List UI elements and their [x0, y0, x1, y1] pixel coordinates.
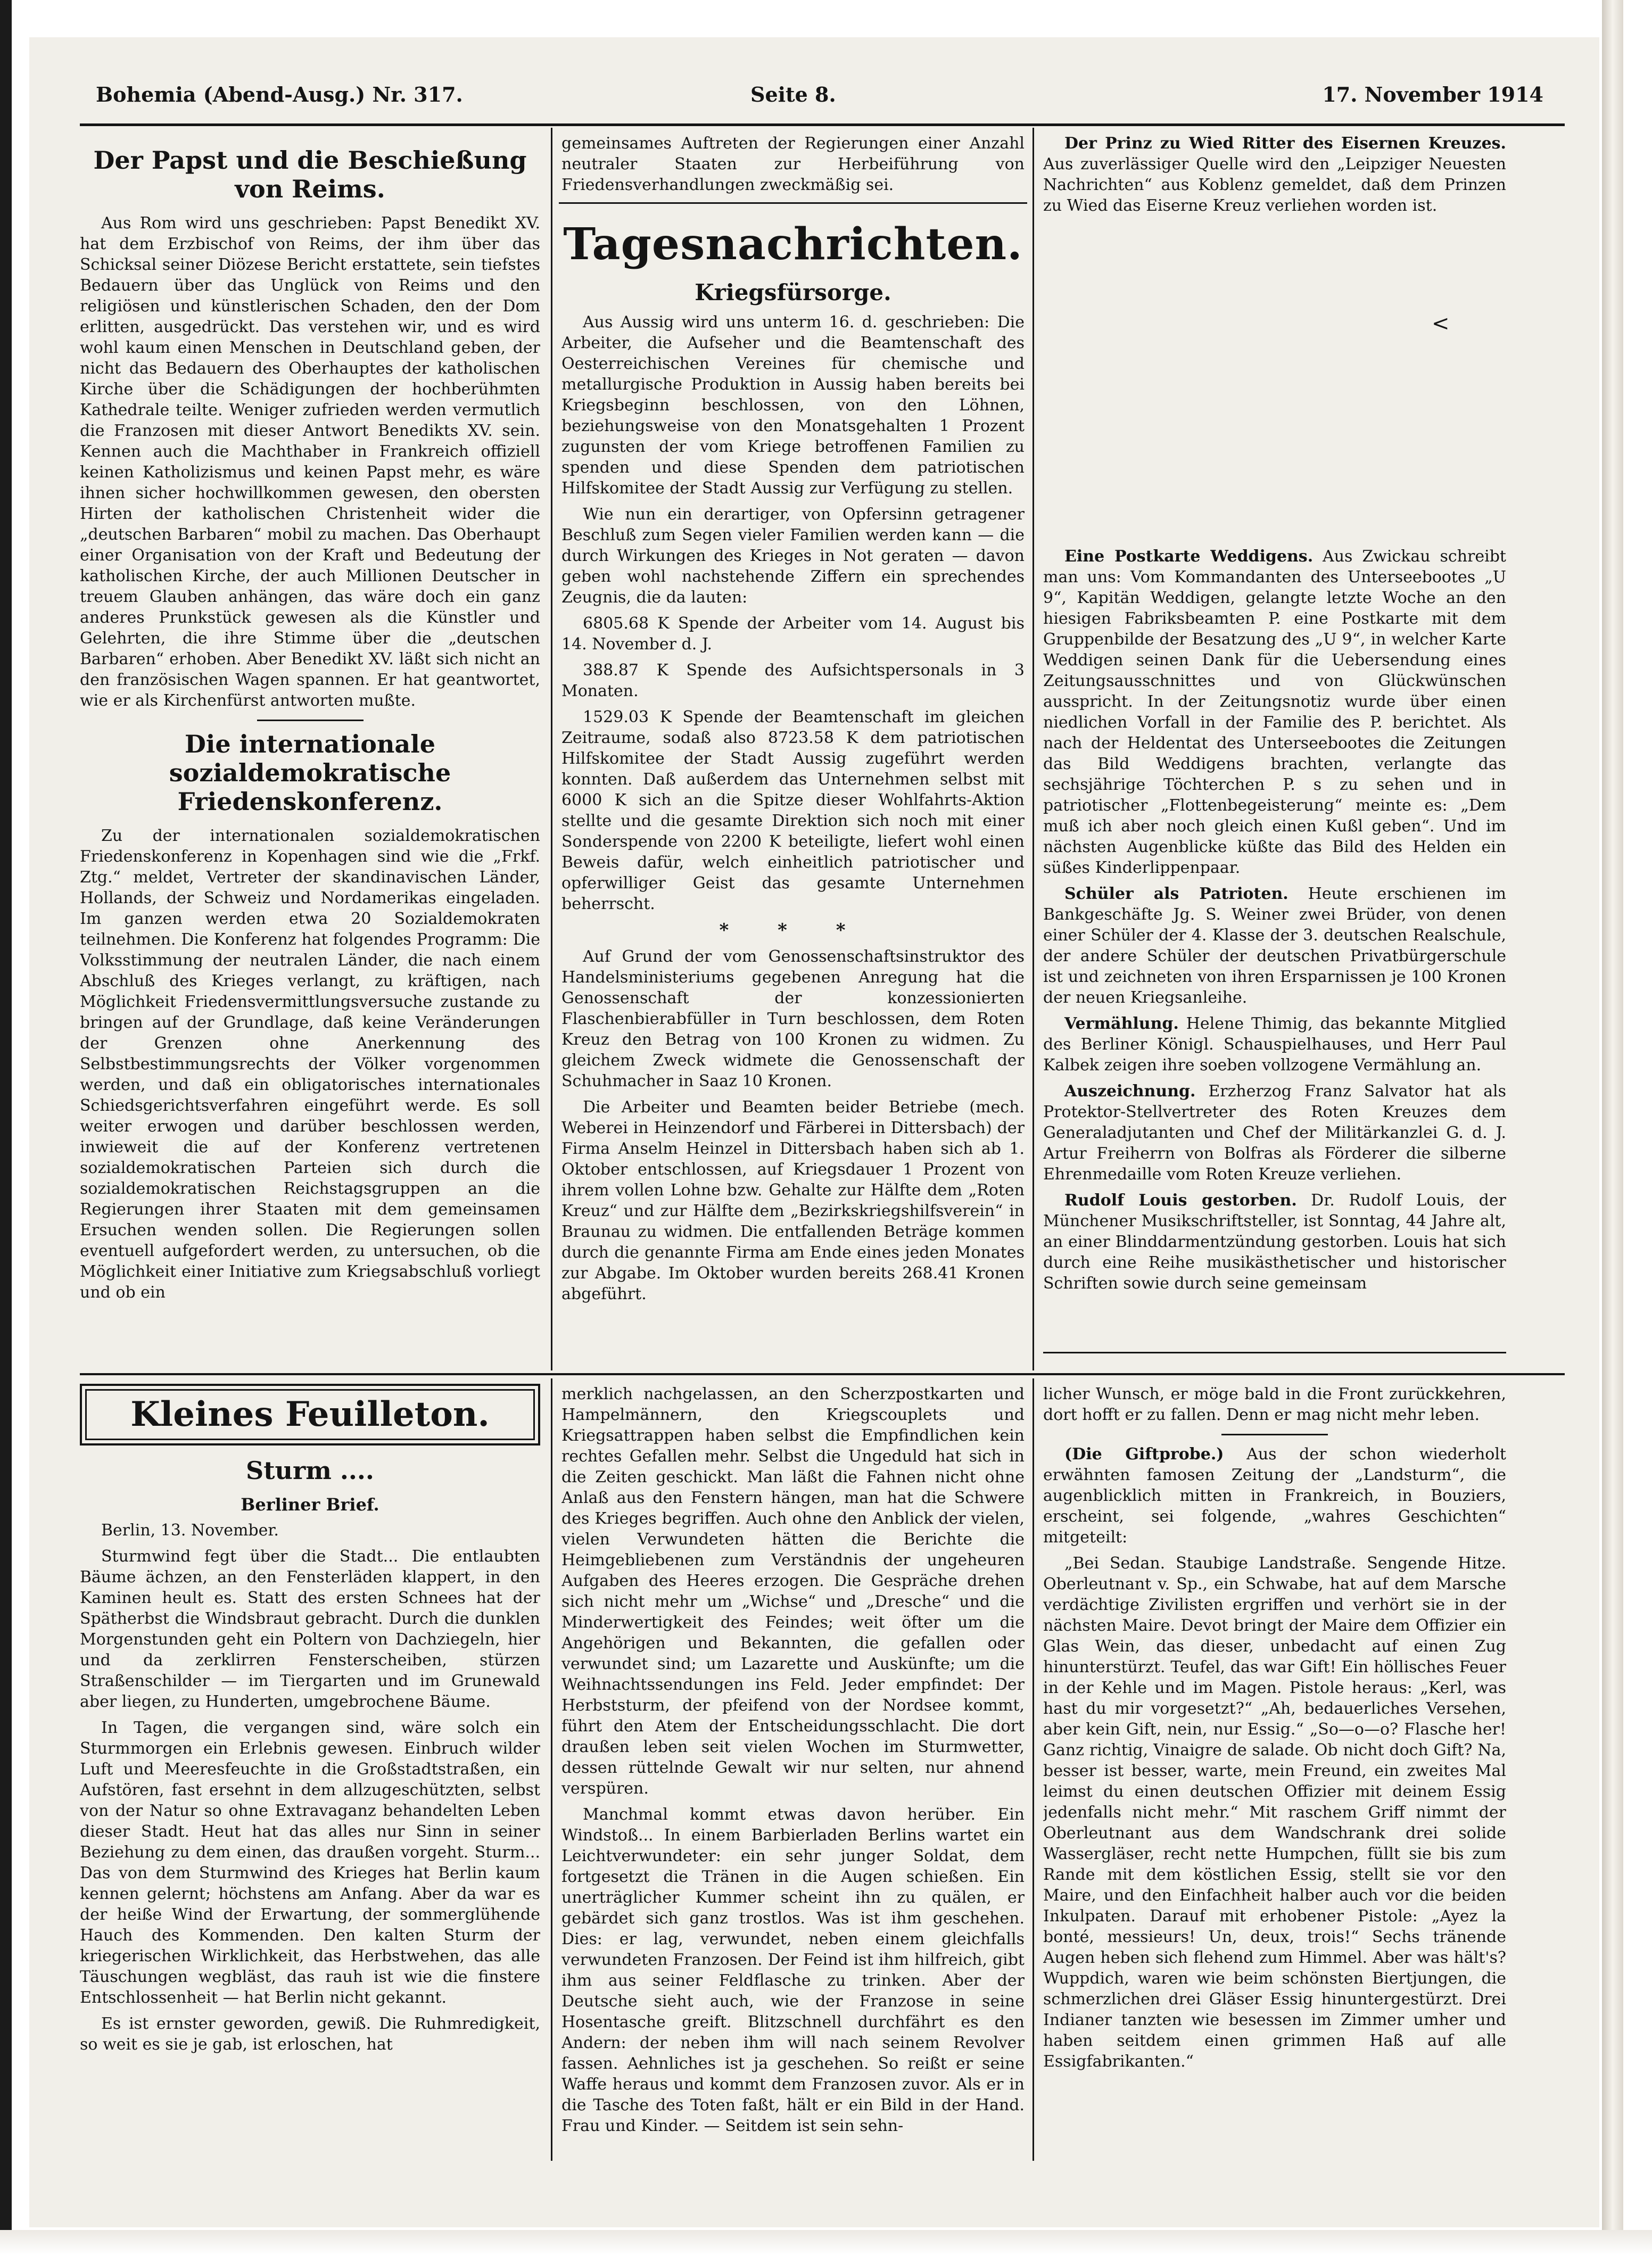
column-1-top — [80, 144, 540, 1368]
feuilleton-col3-p1: licher Wunsch, er möge bald in die Front zurückkehren, dort hofft er zu fallen. Denn er mag nicht mehr leben. — [1043, 1385, 1506, 1424]
feuilleton-col1-p1: Sturmwind fegt über die Stadt... Die entlaubten Bäume ächzen, an den Fensterläden klappert, in den Kaminen heult es. Statt des ersten Schnees hat der Spätherbst die Windsbraut gebracht. Durch die dunklen Morgenstunden geht ein Poltern von Dachziegeln, hier und da zerklirren Fensterscheiben, stürzen Straßenschilder — im Tiergarten und im Grunewald aber liegen, zu Hunderten, umgebrochene Bäume. — [80, 1547, 540, 1711]
feuilleton-dateline: Berlin, 13. November. — [101, 1521, 279, 1540]
news-louis-lead: Rudolf Louis gestorben. — [1064, 1191, 1297, 1210]
feuilleton-rule — [80, 1373, 1565, 1375]
column-2-top — [561, 133, 1025, 1368]
feuilleton-giftprobe-story: „Bei Sedan. Staubige Landstraße. Sengende Hitze. Oberleutnant v. Sp., ein Schwabe, hat auf dem Marsche verdächtige Zivilisten ergriffen und verhört sie in der nächsten Maire. Devot bringt der Maire dem Offizier ein Glas Wein, das dieser, unbedacht auf einen Zug hinunterstürzt. Teufel, das war Gift! Ein höllisches Feuer in der Kehle und im Magen. Pistole heraus: „Kerl, was hast du mir vorgesetzt?“ „Ah, bedauerliches Versehen, aber kein Gift, nein, nur Essig.“ „So—o—o? Flasche her! Ganz richtig, Vinaigre de salade. Ob nicht doch Gift? Na, besser ist besser, warte, mein Freund, ein zweites Mal leimst du einen deutschen Offizier mit deinem Essig jedenfalls nicht mehr.“ Mit raschem Griff nimmt der Oberleutnant aus dem Wandschrank drei solide Wassergläser, recht nette Humpchen, füllt sie bis zum Rande mit dem köstlichen Essig, stellt sie vor den Maire, und den Einfachheit halber auch vor die beiden Inkulpaten. Darauf mit erhobener Pistole: „Ayez la bonté, messieurs! Un, deux, trois!“ Sechs tränende Augen heben sich flehend zum Himmel. Aber was hält's? Wuppdich, waren wie beim schönsten Biertjungen, die schmerzlichen drei Gläser Essig hinuntergestürzt. Drei Indianer tanzten wie besessen im Zimmer umher und haben seitdem einen grimmen Haß auf alle Essigfabrikanten.“ — [1043, 1554, 1506, 2071]
continuation-text: gemeinsames Auftreten der Regierungen einer Anzahl neutraler Staaten zur Herbeiführung von Friedensverhandlungen zweckmäßig sei. — [561, 134, 1025, 194]
issue-date: 17. November 1914 — [1322, 82, 1543, 106]
news-vermaehlung-text: Helene Thimig, das bekannte Mitglied des Berliner Königl. Schauspielhauses, und Herr Paul Kalbek zeigen ihre soeben vollzogene Vermählung an. — [1043, 1014, 1506, 1075]
news-prinz-wied — [1043, 133, 1506, 216]
article-title-papst: Der Papst und die Beschießung von Reims. — [93, 146, 527, 203]
news-schueler-text: Heute erschienen im Bankgeschäfte Jg. S. Weiner zwei Brüder, von denen einer Schüler der 4. Klasse der 3. deutschen Realschule, der andere Schüler der deutschen Privatbürgerschule ist und zeichneten von ihren Ersparnissen je 100 Kronen der neuen Kriegsanleihe. — [1043, 885, 1506, 1007]
kriegsfuersorge-p2: Wie nun ein derartiger, von Opfersinn getragener Beschluß zum Segen vieler Familien werden kann — die durch Wirkungen des Krieges in Not geraten — davon geben wohl nachstehende Ziffern ein sprechendes Zeugnis, die da lauten: — [561, 505, 1025, 607]
scan-edge-left — [0, 0, 12, 2255]
kriegsfuersorge-p3: 6805.68 K Spende der Arbeiter vom 14. August bis 14. November d. J. — [561, 614, 1025, 654]
news-auszeichnung — [1043, 1081, 1506, 1185]
scan-edge-bottom — [0, 2230, 1652, 2255]
kriegsfuersorge-p5: 1529.03 K Spende der Beamtenschaft im gleichen Zeitraume, sodaß also 8723.58 K dem patriotischen Hilfskomitee der Stadt Aussig zugeführt werden konnten. Daß außerdem das Unternehmen selbst mit 6000 K sich an die Spitze dieser Wohlfahrts-Aktion stellte und die gesamte Direktion sich noch mit einer Sonderspende von 2200 K beteiligte, liefert wohl einen Beweis dafür, welch einheitlich patriotischer und opferwilliger Geist das gesamte Unternehmen beherrscht. — [561, 708, 1025, 913]
feuilleton-title-box — [80, 1384, 540, 1445]
feuilleton-subtitle: Berliner Brief. — [241, 1494, 379, 1515]
column-rule-2 — [1032, 128, 1034, 1370]
feuilleton-col2-p1: merklich nachgelassen, an den Scherzpostkarten und Hampelmännern, den Kriegscouplets und Kriegsattrappen haben selbst die Empfindlichen kein rechtes Gefallen mehr. Selbst die Ungeduld hat sich in die Zeiten geschickt. Man läßt die Fahnen nicht ohne Anlaß aus den Fenstern hängen, man hat die Schwere des Krieges begriffen. Auch ohne den Anblick der vielen, vielen Verwundeten hätten die Berichte die Heimgebliebenen zum Verständnis der ungeheuren Aufgaben des Heeres erzogen. Die Gespräche drehen sich nicht mehr um „Wichse“ und „Dresche“ und die Minderwertigkeit des Feindes; weit öfter um die Angehörigen und Bekannten, die gefallen oder verwundet sind; um Lazarette und Auskünfte; um die Weihnachtssendungen ins Feld. Jeder empfindet: Der Herbststurm, der pfeifend von der Nordsee kommt, führt den Atem der Entscheidungsschlacht. Die dort draußen leben seit vielen Wochen im Sturmwetter, dessen rüttelnde Gewalt wir nur selten, nur ahnend verspüren. — [561, 1385, 1025, 1798]
news-auszeichnung-text: Erzherzog Franz Salvator hat als Protektor-Stellvertreter des Roten Kreuzes dem Generaladjutanten und Chef der Militärkanzlei G. d. J. Artur Freiherrn von Bolfras als Förderer die silberne Ehrenmedaille vom Roten Kreuze verliehen. — [1043, 1082, 1506, 1184]
news-vermaehlung-lead: Vermählung. — [1064, 1014, 1179, 1033]
feuilleton-giftprobe — [1043, 1444, 1506, 1548]
article-text-papst: Aus Rom wird uns geschrieben: Papst Benedikt XV. hat dem Erzbischof von Reims, der ihm über das Schicksal seiner Diözese Bericht erstattete, sein tiefstes Bedauern über das Unglück von Reims und den religiösen und künstlerischen Schaden, den der Dom erlitten, ausgedrückt. Das verstehen wir, und es wird wohl kaum einen Menschen in Deutschland geben, der nicht das Bedauern des Oberhauptes der katholischen Kirche über die Schädigungen der hochberühmten Kathedrale teilte. Weniger zufrieden werden vermutlich die Franzosen mit dieser Antwort Benedikts XV. sein. Kennen auch die Machthaber in Frankreich offiziell keinen Katholizismus und keinen Papst mehr, es wäre ihnen sicher hochwillkommen gewesen, den obersten Hirten der katholischen Christenheit wider die „deutschen Barbaren“ mobil zu machen. Das Oberhaupt einer Organisation von der Kraft und Bedeutung der katholischen Kirche, der auch Millionen Deutscher in treuem Glauben anhängen, das wäre doch ein ganz anderes Prunkstück gewesen als die Künstler und Gelehrten, die ihre Stimme über die „deutschen Barbaren“ erhoben. Aber Benedikt XV. läßt sich nicht an den französischen Wagen spannen. Er hat geantwortet, wie er als Kirchenfürst antworten mußte. — [80, 214, 540, 710]
column-rule-4 — [1032, 1378, 1034, 2161]
masthead-issue: Bohemia (Abend-Ausg.) Nr. 317. — [96, 82, 463, 106]
feuilleton-article-title: Sturm .... — [246, 1456, 374, 1485]
feuilleton-giftprobe-lead: (Die Giftprobe.) — [1064, 1445, 1224, 1464]
news-weddigen-text: Aus Zwickau schreibt man uns: Vom Kommandanten des Unterseebootes „U 9“, Kapitän Weddigen, gelangte letzte Woche an den hiesigen Fabriksbeamten P. eine Postkarte mit dem Gruppenbilde der Besatzung des „U 9“, in welcher Karte Weddigen seinen Dank für die Uebersendung eines Zeitungsausschnittes und von Glückwünschen ausspricht. In der Zeitungsnotiz wurde über einen niedlichen Vorfall in der Familie des P. berichtet. Als nach der Heldentat des Unterseebootes die Zeitungen das Bild Weddigens brachten, verlangte das sechsjährige Töchterchen P. s zu sehen und in patriotischer „Flottenbegeisterung“ meinte es: „Dem muß ich aber noch gleich einen Kußl geben“. Und im nächsten Augenblicke küßte das Bild des Helden ein süßes Kinderlippenpaar. — [1043, 547, 1506, 877]
news-weddigen — [1043, 546, 1506, 878]
page-header — [96, 82, 1543, 114]
feuilleton-col2-p2: Manchmal kommt etwas davon herüber. Ein Windstoß... In einem Barbierladen Berlins wartet ein Leichtverwundeter: ein sehr junger Soldat, dem fortgesetzt die Tränen in die Augen schießen. Ein unerträglicher Kummer scheint ihn zu quälen, er gebärdet sich ganz trostlos. Was ist ihm geschehen. Dies: er lag, verwundet, neben einem gleichfalls verwundeten Franzosen. Der Feind ist ihm hilfreich, gibt ihm aus seiner Feldflasche zu trinken. Aber der Deutsche sieht auch, wie der Franzose in seine Hosentasche greift. Blitzschnell durchfährt es den Andern: der neben ihm will nach seinem Revolver fassen. Aehnliches ist ja geschehen. So reißt er seine Waffe heraus und kommt dem Franzosen zuvor. Als er in die Tasche des Toten faßt, hält er ein Bild in der Hand. Frau und Kinder. — Seitdem ist sein sehn- — [561, 1805, 1025, 2135]
feuilleton-column-2 — [561, 1384, 1025, 2161]
feuilleton-col1-p2: In Tagen, die vergangen sind, wäre solch ein Sturmmorgen ein Erlebnis gewesen. Einbruch wilder Luft und Meeresfeuchte in die Großstadtstraßen, ein Aufstören, fast ersehnt in dem allzugeschützten, selbst von der Natur so ohne Extravaganz behandelten Leben dieser Stadt. Heut hat das alles nur Sinn in seiner Beziehung zu dem einen, das draußen vorgeht. Sturm... Das von dem Sturmwind des Krieges hat Berlin kaum kennen gelernt; höchstens am Anfang. Aber da war es der heiße Wind der Erwartung, der sommerglühende Hauch des Kommenden. Den kalten Sturm der kriegerischen Wirklichkeit, das Herbstwehen, das alle Täuschungen wegbläst, das rauh ist wie die finstere Entschlossenheit — hat Berlin nicht gekannt. — [80, 1719, 540, 2007]
feuilleton-giftprobe-intro: Aus der schon wiederholt erwähnten famosen Zeitung der „Landsturm“, die augenblicklich mitten in Frankreich, in Bouziers, erscheint, sei folgende, „wahres Geschichten“ mitgeteilt: — [1043, 1445, 1506, 1547]
section-title-tagesnachrichten: Tagesnachrichten. — [563, 219, 1023, 270]
news-louis — [1043, 1190, 1506, 1294]
article-text-friedenskonferenz: Zu der internationalen sozialdemokratischen Friedenskonferenz in Kopenhagen sind wie die „Frkf. Ztg.“ meldet, Vertreter der skandinavischen Länder, Hollands, der Schweiz und Nordamerikas eingeladen. Im ganzen werden etwa 20 Sozialdemokraten teilnehmen. Die Konferenz hat folgendes Programm: Die Volksstimmung der neutralen Länder, die nach einem Abschluß des Krieges verlangt, zu kräftigen, nach Möglichkeit Friedensvermittlungsversuche zustande zu bringen auf der Grundlage, daß keine Veränderungen der Grenzen ohne Anerkennung des Selbstbestimmungsrechts der Völker vorgenommen werden, und daß ein obligatorisches internationales Schiedsgerichtsverfahren eingeführt werde. Es soll weiter erwogen und darüber beschlossen werden, inwieweit die auf der Konferenz vertretenen sozialdemokratischen Parteien sich durch die sozialdemokratischen Reichstagsgruppen an die Regierungen ihrer Staaten mit dem gemeinsamen Ersuchen wenden sollen. Die Regierungen sollen eventuell aufgefordert werden, zu untersuchen, ob die Möglichkeit einer Initiative zum Kriegsabschluß vorliegt und ob ein — [80, 827, 540, 1302]
section-stars: * * * — [719, 920, 867, 941]
kriegsfuersorge-p6: Auf Grund der vom Genossenschaftsinstruktor des Handelsministeriums gegebenen Anregung hat die Genossenschaft der konzessionierten Flaschenbierabfüller in Turn beschlossen, dem Roten Kreuz den Betrag von 100 Kronen zu widmen. Zu gleichem Zweck widmete die Genossenschaft der Schuhmacher in Saaz 10 Kronen. — [561, 947, 1025, 1091]
feuilleton-separator — [1221, 1434, 1328, 1435]
page-number: Seite 8. — [750, 82, 836, 106]
scan-edge-right — [1602, 0, 1623, 2255]
news-prinz-wied-lead: Der Prinz zu Wied Ritter des Eisernen Kreuzes. — [1064, 134, 1506, 153]
feuilleton-col1-p3: Es ist ernster geworden, gewiß. Die Ruhmredigkeit, so weit es sie je gab, ist erloschen, hat — [80, 2014, 540, 2054]
kriegsfuersorge-p1: Aus Aussig wird uns unterm 16. d. geschrieben: Die Arbeiter, die Aufseher und die Beamtenschaft des Oesterreichischen Vereines für chemische und metallurgische Produktion in Aussig haben bereits bei Kriegsbeginn beschlossen, von den Löhnen, beziehungsweise von den Monatsgehalten 1 Prozent zugunsten der vom Kriege betroffenen Familien zu spenden und diese Spenden dem patriotischen Hilfskomitee der Stadt Aussig zur Verfügung zu stellen. — [561, 313, 1025, 498]
feuilleton-column-1 — [80, 1384, 540, 2161]
feuilleton-column-3 — [1043, 1384, 1506, 2161]
news-schueler-lead: Schüler als Patrioten. — [1064, 885, 1288, 903]
article-separator — [257, 720, 364, 721]
kriegsfuersorge-p4: 388.87 K Spende des Aufsichtspersonals in 3 Monaten. — [561, 661, 1025, 700]
news-vermaehlung — [1043, 1013, 1506, 1076]
article-title-friedenskonferenz: Die internationale sozialdemokratische Friedenskonferenz. — [169, 730, 451, 816]
col3-bottom-rule — [1043, 1352, 1506, 1353]
feuilleton-title: Kleines Feuilleton. — [130, 1394, 490, 1434]
margin-mark: < — [1432, 311, 1450, 336]
section-subtitle-kriegsfuersorge: Kriegsfürsorge. — [695, 279, 891, 305]
news-prinz-wied-text: Aus zuverlässiger Quelle wird den „Leipziger Neuesten Nachrichten“ aus Koblenz gemeldet, daß dem Prinzen zu Wied das Eiserne Kreuz verliehen worden ist. — [1043, 155, 1506, 215]
news-auszeichnung-lead: Auszeichnung. — [1064, 1082, 1196, 1101]
news-weddigen-lead: Eine Postkarte Weddigens. — [1064, 547, 1314, 566]
column-rule-1 — [551, 128, 552, 1370]
news-louis-text: Dr. Rudolf Louis, der Münchener Musikschriftsteller, ist Sonntag, 44 Jahre alt, an einer Blinddarmentzündung gestorben. Louis hat sich durch eine Reihe musikästhetischer und historischer Schriften sowie durch seine gemeinsam — [1043, 1191, 1506, 1293]
column-rule-3 — [551, 1378, 552, 2161]
news-schueler — [1043, 883, 1506, 1008]
kriegsfuersorge-p7: Die Arbeiter und Beamten beider Betriebe (mech. Weberei in Heinzendorf und Färberei in Dittersbach) der Firma Anselm Heinzel in Dittersbach haben sich ab 1. Oktober entschlossen, auf Kriegsdauer 1 Prozent von ihrem vollen Lohne bzw. Gehalte zur Hälfte dem „Roten Kreuz“ und zur Hälfte dem „Bezirkskriegshilfsverein“ in Braunau zu widmen. Die entfallenden Beträge kommen durch die genannte Firma am Ende eines jeden Monates zur Abgabe. Im Oktober wurden bereits 268.41 Kronen abgeführt. — [561, 1098, 1025, 1303]
header-rule — [80, 123, 1565, 126]
